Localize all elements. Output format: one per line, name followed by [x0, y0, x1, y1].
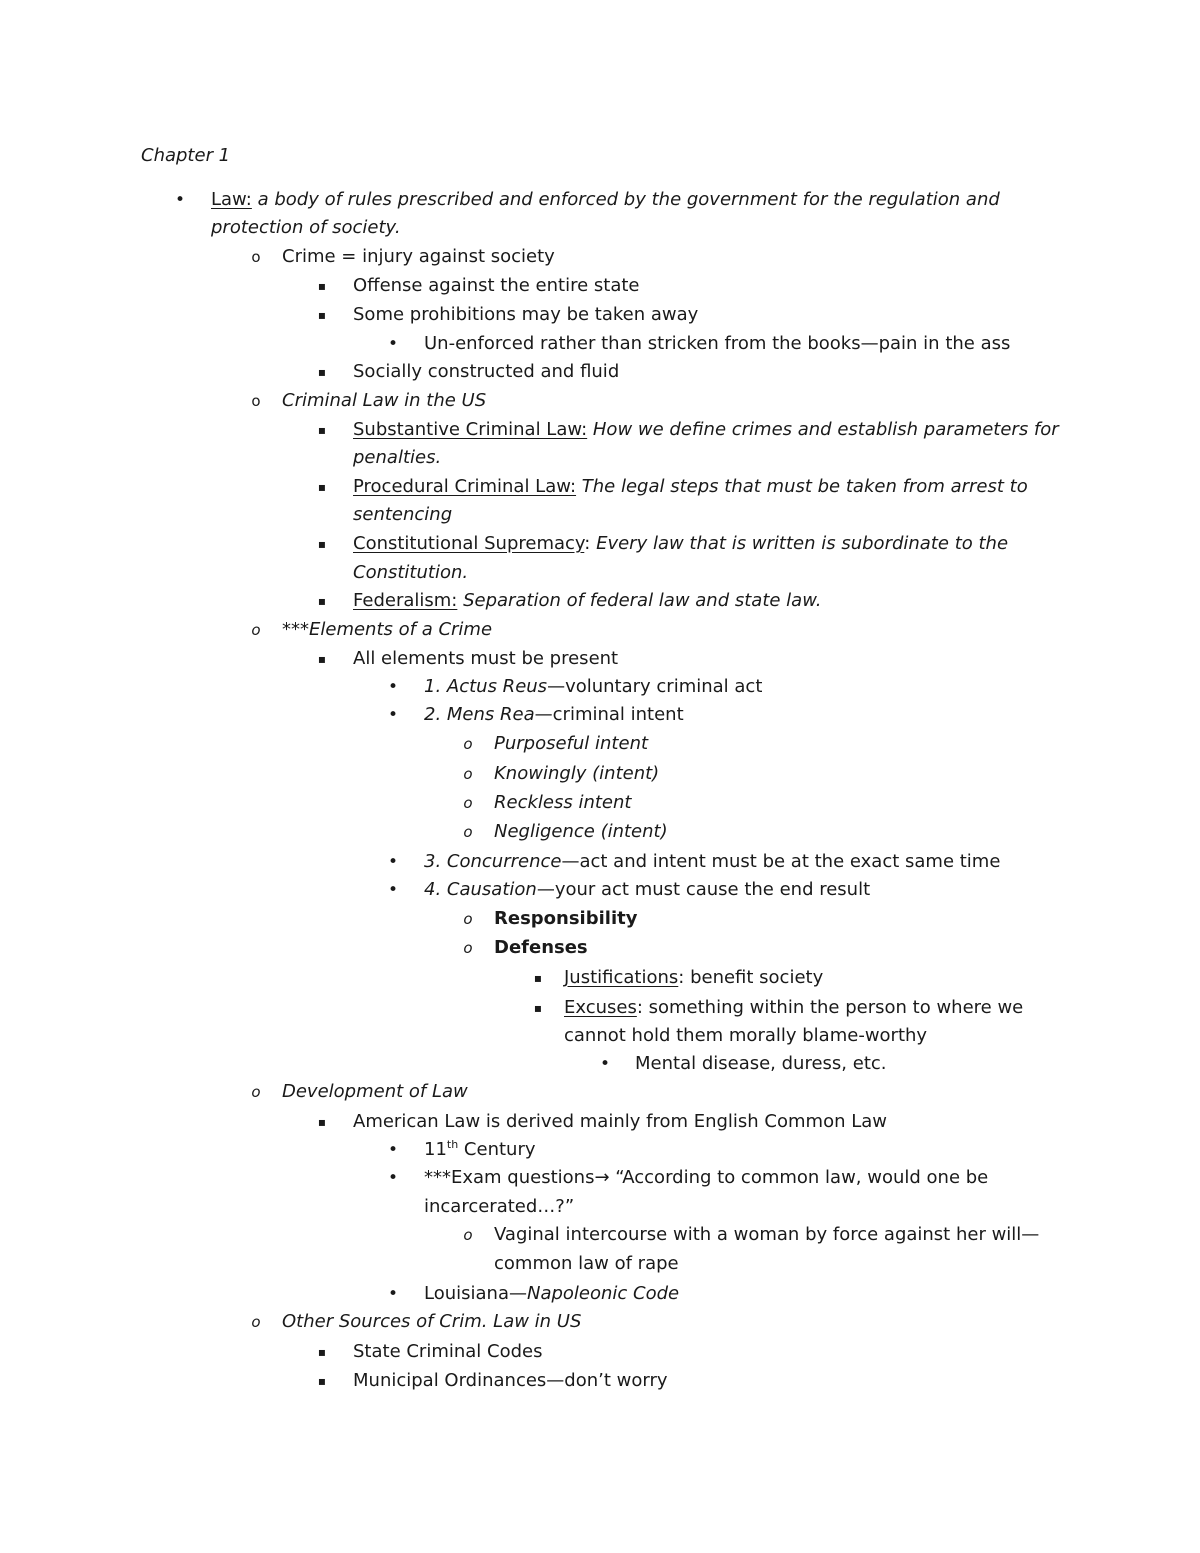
causation-number: 4.: [424, 879, 447, 900]
procedural-definition: The legal steps that must be taken from arrest to: [576, 476, 1028, 497]
bullet-square: ▪: [533, 1001, 543, 1015]
bullet-square: ▪: [317, 279, 327, 293]
substantive-definition: How we define crimes and establish parameters for: [587, 419, 1059, 440]
excuses-definition: : something within the person to where we: [636, 997, 1024, 1018]
list-item-constitutional: [353, 532, 1008, 556]
procedural-definition-cont: sentencing: [353, 504, 453, 525]
list-item-elements: ***Elements of a Crime: [282, 619, 493, 640]
vaginal-cont: common law of rape: [494, 1253, 679, 1274]
law-term: Law:: [211, 189, 252, 210]
list-item-socially: Socially constructed and fluid: [353, 361, 620, 382]
justifications-term: Justifications: [564, 967, 679, 988]
excuses-term: Excuses: [564, 997, 637, 1018]
bullet-circle: o: [251, 621, 261, 639]
bullet-disc: •: [387, 880, 399, 900]
bullet-circle: o: [463, 794, 473, 812]
list-item-state-codes: State Criminal Codes: [353, 1341, 543, 1362]
actus-term: Actus Reus: [446, 676, 548, 697]
list-item-justifications: [564, 966, 823, 990]
bullet-circle: o: [463, 735, 473, 753]
justifications-definition: : benefit society: [678, 967, 824, 988]
bullet-disc: •: [599, 1054, 611, 1074]
law-definition-line: [211, 188, 1000, 212]
list-item-unenforced: Un-enforced rather than stricken from the books—pain in the ass: [424, 333, 1011, 354]
bullet-square: ▪: [317, 652, 327, 666]
constitutional-colon: :: [584, 533, 591, 554]
list-item-prohibitions: Some prohibitions may be taken away: [353, 304, 699, 325]
bullet-circle: o: [251, 248, 261, 266]
list-item-negligence: Negligence (intent): [494, 821, 668, 842]
list-item-federalism: [353, 589, 822, 613]
concurrence-number: 3.: [424, 851, 447, 872]
list-item-criminal-law-us: Criminal Law in the US: [282, 390, 487, 411]
list-item-crime: Crime = injury against society: [282, 246, 555, 267]
list-item-development: Development of Law: [282, 1081, 468, 1102]
bullet-circle: o: [463, 910, 473, 928]
list-item-reckless: Reckless intent: [494, 792, 632, 813]
list-item-offense: Offense against the entire state: [353, 275, 640, 296]
bullet-circle: o: [463, 765, 473, 783]
procedural-term: Procedural Criminal Law:: [353, 476, 577, 497]
list-item-procedural: [353, 475, 1028, 499]
list-item-vaginal: Vaginal intercourse with a woman by force against her will—: [494, 1224, 1040, 1245]
mens-number: 2.: [424, 704, 447, 725]
bullet-disc: •: [387, 705, 399, 725]
bullet-disc: •: [387, 1168, 399, 1188]
excuses-definition-cont: cannot hold them morally blame-worthy: [564, 1025, 928, 1046]
constitutional-definition: Every law that is written is subordinate to the: [590, 533, 1009, 554]
century-word: Century: [458, 1139, 536, 1160]
napoleonic-code: Napoleonic Code: [526, 1283, 680, 1304]
bullet-circle: o: [251, 1083, 261, 1101]
bullet-square: ▪: [317, 480, 327, 494]
substantive-definition-cont: penalties.: [353, 447, 442, 468]
bullet-circle: o: [251, 392, 261, 410]
bullet-disc: •: [387, 852, 399, 872]
bullet-square: ▪: [317, 537, 327, 551]
list-item-other-sources: Other Sources of Crim. Law in US: [282, 1311, 582, 1332]
actus-definition: —voluntary criminal act: [547, 676, 763, 697]
mens-term: Mens Rea: [446, 704, 535, 725]
bullet-square: ▪: [317, 594, 327, 608]
bullet-circle: o: [463, 823, 473, 841]
concurrence-term: Concurrence: [446, 851, 562, 872]
law-definition-cont: protection of society.: [211, 217, 401, 238]
list-item-responsibility: Responsibility: [494, 908, 638, 929]
list-item-causation: [424, 878, 870, 902]
bullet-circle: o: [463, 1226, 473, 1244]
mens-definition: —criminal intent: [534, 704, 684, 725]
bullet-circle: o: [251, 1313, 261, 1331]
bullet-disc: •: [387, 1140, 399, 1160]
bullet-square: ▪: [317, 308, 327, 322]
list-item-exam-questions: ***Exam questions→ “According to common law, would one be: [424, 1167, 989, 1188]
century-number: 11: [424, 1139, 447, 1160]
bullet-square: ▪: [533, 971, 543, 985]
louisiana-label: Louisiana—: [424, 1283, 527, 1304]
page-title: Chapter 1: [141, 145, 231, 166]
bullet-square: ▪: [317, 1374, 327, 1388]
list-item-louisiana: [424, 1282, 679, 1306]
list-item-defenses: Defenses: [494, 937, 588, 958]
list-item-american-law: American Law is derived mainly from English Common Law: [353, 1111, 888, 1132]
actus-number: 1.: [424, 676, 447, 697]
bullet-disc: •: [387, 334, 399, 354]
federalism-term: Federalism:: [353, 590, 458, 611]
bullet-square: ▪: [317, 1345, 327, 1359]
list-item-actus-reus: [424, 675, 762, 699]
list-item-mental: Mental disease, duress, etc.: [635, 1053, 887, 1074]
list-item-century: [424, 1138, 536, 1162]
list-item-municipal: Municipal Ordinances—don’t worry: [353, 1370, 668, 1391]
constitutional-definition-cont: Constitution.: [353, 562, 469, 583]
list-item-excuses: [564, 996, 1023, 1020]
law-definition: a body of rules prescribed and enforced by the government for the regulation and: [251, 189, 1000, 210]
bullet-circle: o: [463, 939, 473, 957]
causation-definition: —your act must cause the end result: [536, 879, 871, 900]
federalism-definition: Separation of federal law and state law.: [457, 590, 822, 611]
list-item-all-elements: All elements must be present: [353, 648, 619, 669]
bullet-square: ▪: [317, 365, 327, 379]
list-item-purposeful: Purposeful intent: [494, 733, 649, 754]
causation-term: Causation: [446, 879, 537, 900]
list-item-substantive: [353, 418, 1059, 442]
exam-questions-cont: incarcerated…?”: [424, 1196, 575, 1217]
constitutional-term: Constitutional Supremacy: [353, 533, 585, 554]
substantive-term: Substantive Criminal Law:: [353, 419, 588, 440]
bullet-disc: •: [387, 677, 399, 697]
list-item-concurrence: [424, 850, 1000, 874]
bullet-square: ▪: [317, 423, 327, 437]
list-item-mens-rea: [424, 703, 684, 727]
concurrence-definition: —act and intent must be at the exact same time: [561, 851, 1001, 872]
list-item-knowingly: Knowingly (intent): [494, 763, 660, 784]
century-superscript: th: [446, 1138, 459, 1151]
bullet-disc: •: [174, 190, 186, 210]
bullet-square: ▪: [317, 1115, 327, 1129]
bullet-disc: •: [387, 1284, 399, 1304]
